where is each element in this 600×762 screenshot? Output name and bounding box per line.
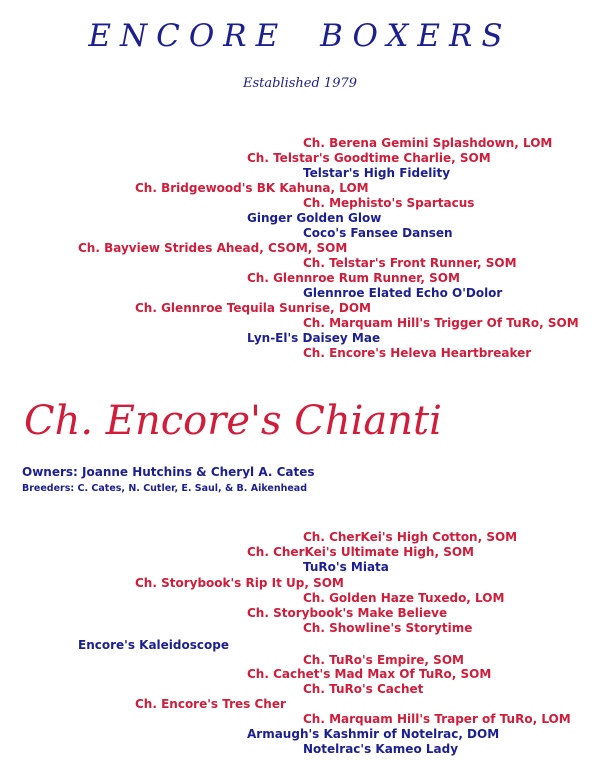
owners-line: Owners: Joanne Hutchins & Cheryl A. Cates <box>22 465 315 479</box>
pedigree-entry: Ch. Glennroe Tequila Sunrise, DOM <box>135 301 371 315</box>
breeders-line: Breeders: C. Cates, N. Cutler, E. Saul, & B. Aikenhead <box>22 483 308 494</box>
pedigree-entry: Ch. Encore's Heleva Heartbreaker <box>303 346 532 360</box>
pedigree-entry: Telstar's High Fidelity <box>303 166 451 180</box>
pedigree-entry: Ch. Marquam Hill's Traper of TuRo, LOM <box>303 712 571 726</box>
pedigree-entry: Ch. Mephisto's Spartacus <box>303 196 475 210</box>
pedigree-entry: Ch. CherKei's High Cotton, SOM <box>303 530 518 544</box>
pedigree-entry: Notelrac's Kameo Lady <box>303 742 459 756</box>
pedigree-entry: Ch. Storybook's Rip It Up, SOM <box>135 576 344 590</box>
pedigree-entry: Glennroe Elated Echo O'Dolor <box>303 286 503 300</box>
pedigree-entry: Ch. TuRo's Empire, SOM <box>303 653 464 667</box>
pedigree-entry: Ch. Telstar's Front Runner, SOM <box>303 256 517 270</box>
pedigree-entry: Coco's Fansee Dansen <box>303 226 453 240</box>
pedigree-entry: Ginger Golden Glow <box>247 211 382 225</box>
pedigree-entry: Ch. Golden Haze Tuxedo, LOM <box>303 591 505 605</box>
pedigree-entry: Ch. Bayview Strides Ahead, CSOM, SOM <box>78 241 348 255</box>
pedigree-entry: Ch. Telstar's Goodtime Charlie, SOM <box>247 151 491 165</box>
pedigree-entry: Lyn-El's Daisey Mae <box>247 331 381 345</box>
established-year: Established 1979 <box>242 76 358 91</box>
pedigree-entry: Ch. Marquam Hill's Trigger Of TuRo, SOM <box>303 316 579 330</box>
pedigree-entry: Ch. Glennroe Rum Runner, SOM <box>247 271 460 285</box>
pedigree-entry: Ch. Storybook's Make Believe <box>247 606 448 620</box>
pedigree-entry: Armaugh's Kashmir of Notelrac, DOM <box>247 727 500 741</box>
pedigree-entry: Ch. TuRo's Cachet <box>303 682 424 696</box>
pedigree-entry: Encore's Kaleidoscope <box>78 638 229 652</box>
pedigree-entry: Ch. Cachet's Mad Max Of TuRo, SOM <box>247 667 492 681</box>
pedigree-entry: Ch. Bridgewood's BK Kahuna, LOM <box>135 181 369 195</box>
kennel-name: ENCORE BOXERS <box>88 18 512 54</box>
pedigree-entry: Ch. Berena Gemini Splashdown, LOM <box>303 136 553 150</box>
pedigree-entry: Ch. Encore's Tres Cher <box>135 697 286 711</box>
pedigree-entry: Ch. CherKei's Ultimate High, SOM <box>247 545 474 559</box>
pedigree-entry: Ch. Showline's Storytime <box>303 621 473 635</box>
dog-name-title: Ch. Encore's Chianti <box>24 398 442 444</box>
pedigree-entry: TuRo's Miata <box>303 560 389 574</box>
